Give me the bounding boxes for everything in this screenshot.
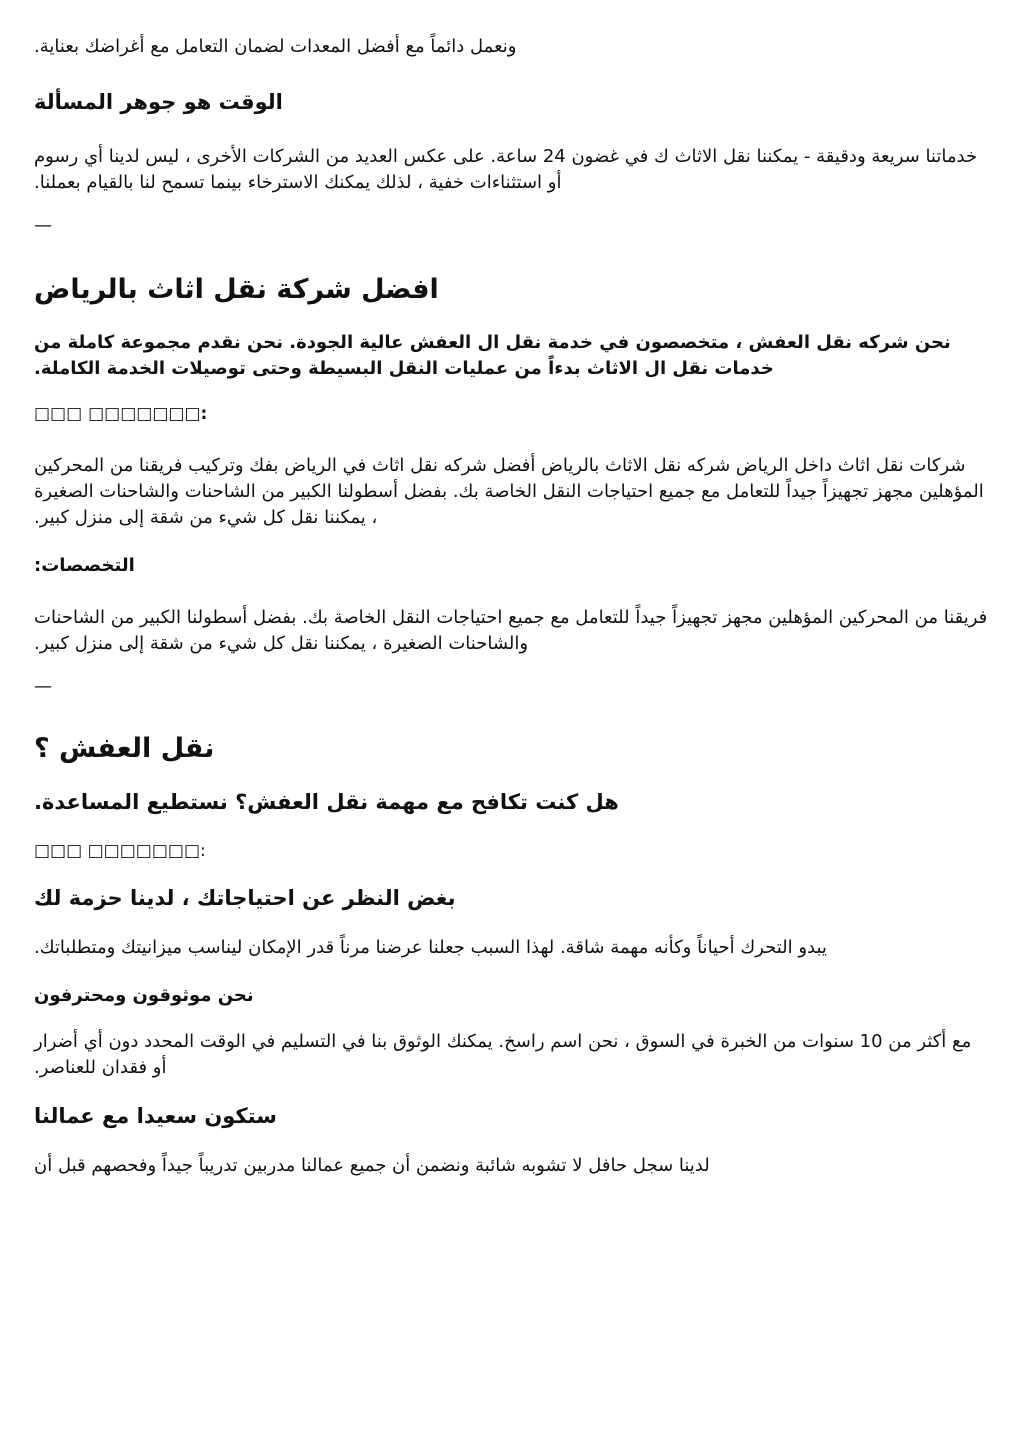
subheading-struggle: هل كنت تكافح مع مهمة نقل العفش؟ نستطيع المساعدة. [34,790,619,814]
separator: — [34,215,52,236]
paragraph-companies: شركات نقل اثاث داخل الرياض شركه نقل الاثاث بالرياض أفضل شركه نقل اثاث في الرياض بفك وتركيب فريقنا من المحركين المؤهلين مجهز تجهيزاً جيداً للتعامل مع جميع احتياجات النقل الخاصة بك. بفضل أسطولنا الكبير من الشاحنات والشاحنات الصغيرة ، يمكننا نقل كل شيء من شقة إلى منزل كبير. [34,455,984,528]
heading-package: بغض النظر عن احتياجاتك ، لدينا حزمة لك [34,886,456,910]
paragraph-specialties: فريقنا من المحركين المؤهلين مجهز تجهيزاً جيداً للتعامل مع جميع احتياجات النقل الخاصة بك. بفضل أسطولنا الكبير من الشاحنات والشاحنات الصغيرة ، يمكننا نقل كل شيء من شقة إلى منزل كبير. [34,607,988,654]
section-heading-moving: نقل العفش ؟ [34,733,215,764]
section-heading-time: الوقت هو جوهر المسألة [34,90,283,114]
intro-paragraph: ونعمل دائماً مع أفضل المعدات لضمان التعامل مع أغراضك بعناية. [34,36,517,57]
paragraph-time: خدماتنا سريعة ودقيقة - يمكننا نقل الاثاث ك في غضون 24 ساعة. على عكس العديد من الشركات الأخرى ، ليس لدينا أي رسوم أو استثناءات خفية ، لذلك يمكنك الاسترخاء بينما تسمح لنا بالقيام بعملنا. [34,146,978,193]
unrendered-label: □□□ □□□□□□□: [34,404,208,424]
unrendered-label: □□□ □□□□□□□: [34,841,206,861]
paragraph-package: يبدو التحرك أحياناً وكأنه مهمة شاقة. لهذا السبب جعلنا عرضنا مرناً قدر الإمكان ليناسب ميزانيتك ومتطلباتك. [34,937,827,958]
separator: — [34,676,52,697]
section-heading-best-company: افضل شركة نقل اثاث بالرياض [34,274,439,305]
paragraph-trusted: مع أكثر من 10 سنوات من الخبرة في السوق ، نحن اسم راسخ. يمكنك الوثوق بنا في التسليم في الوقت المحدد دون أي أضرار أو فقدان للعناصر. [34,1031,972,1078]
lead-paragraph: نحن شركه نقل العفش ، متخصصون في خدمة نقل ال العفش عالية الجودة. نحن نقدم مجموعة كاملة من خدمات نقل ال الاثاث بدءاً من عمليات النقل البسيطة وحتى توصيلات الخدمة الكاملة. [34,332,951,379]
specialties-label: التخصصات: [34,555,135,576]
heading-trusted: نحن موثوقون ومحترفون [34,985,254,1006]
heading-happy: ستكون سعيدا مع عمالنا [34,1104,277,1128]
paragraph-happy: لدينا سجل حافل لا تشوبه شائبة ونضمن أن جميع عمالنا مدربين تدريباً جيداً وفحصهم قبل أن [34,1155,710,1176]
